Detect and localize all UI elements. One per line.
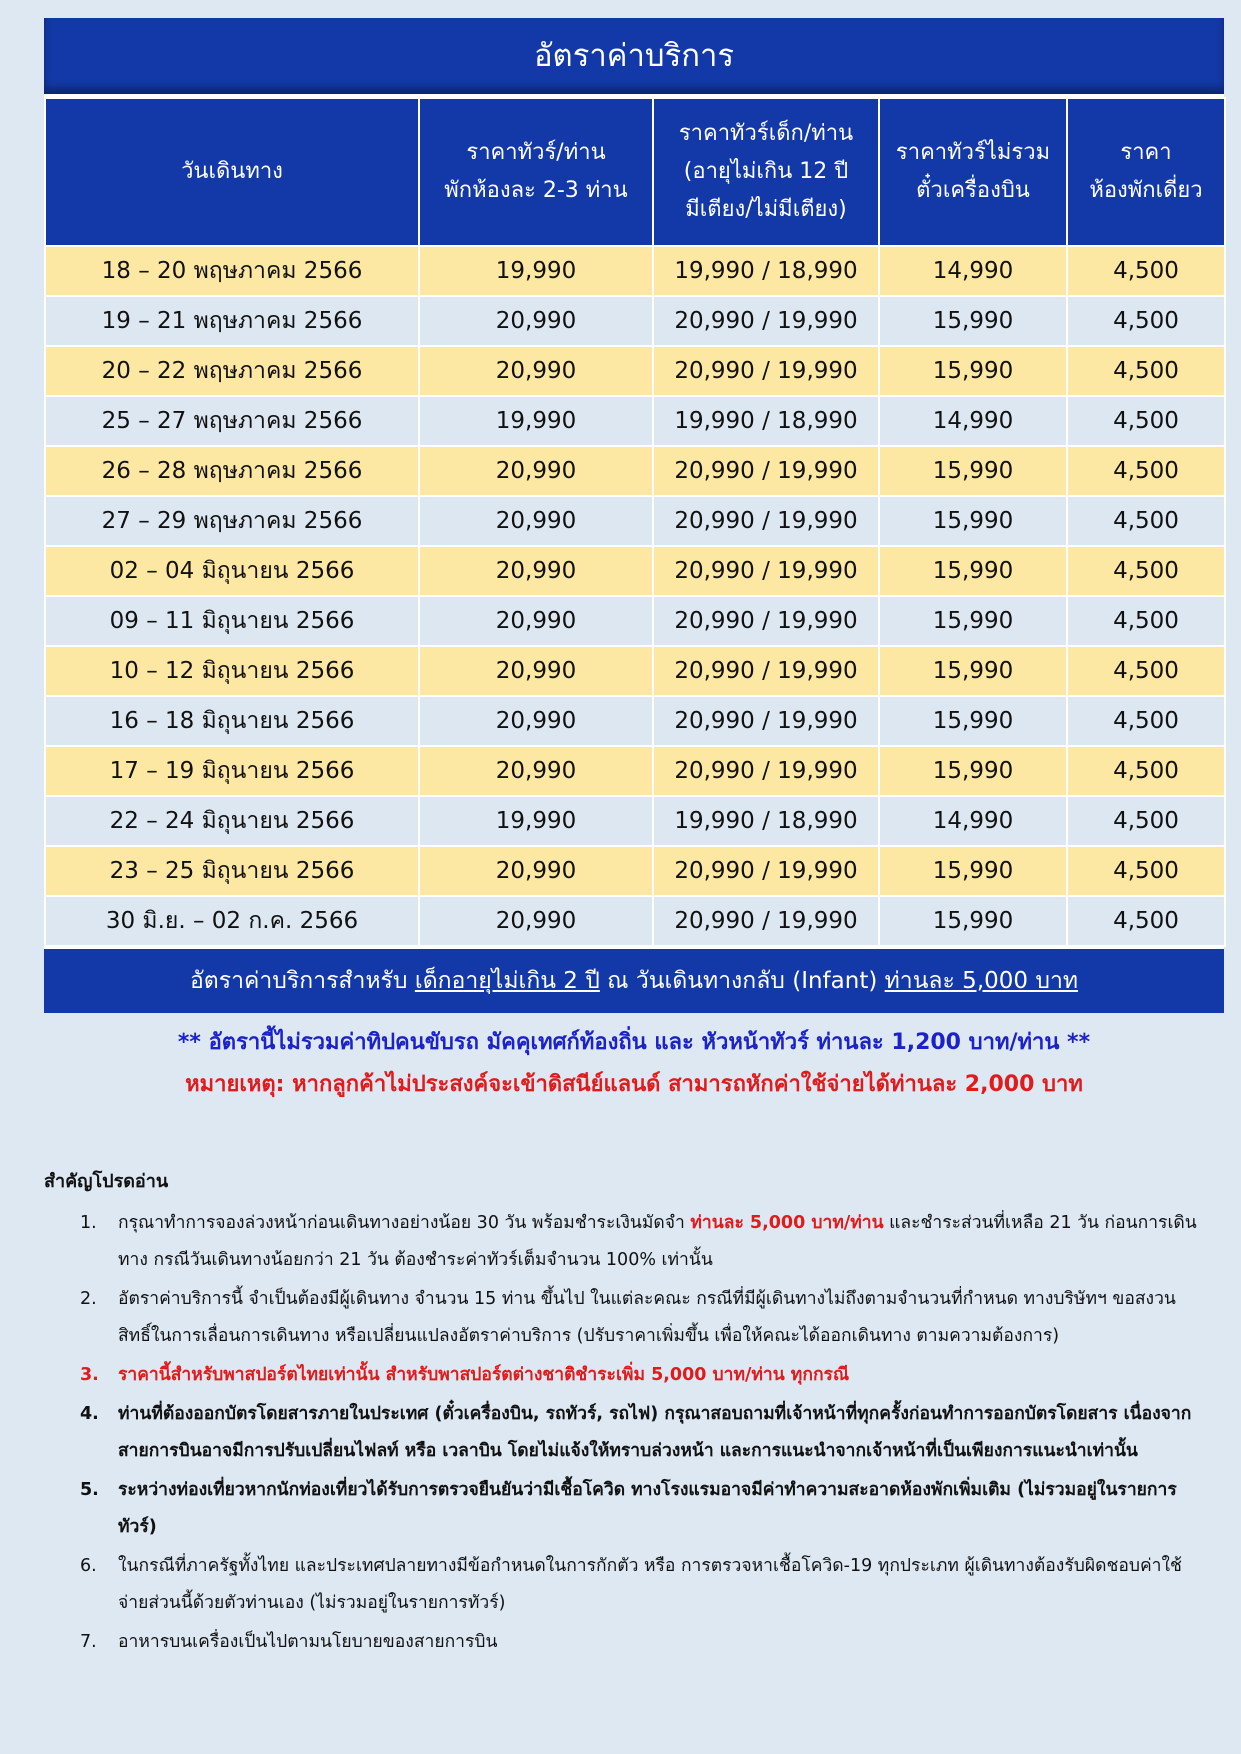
cell-child-price: 20,990 / 19,990 (653, 896, 879, 946)
cell-child-price: 19,990 / 18,990 (653, 396, 879, 446)
cell-date: 27 – 29 พฤษภาคม 2566 (45, 496, 419, 546)
cell-no-flight-price: 14,990 (879, 246, 1067, 296)
table-row (45, 396, 1225, 446)
cell-date: 16 – 18 มิถุนายน 2566 (45, 696, 419, 746)
cell-child-price: 20,990 / 19,990 (653, 746, 879, 796)
infant-middle: ณ วันเดินทางกลับ (Infant) (599, 968, 885, 994)
cell-no-flight-price: 15,990 (879, 896, 1067, 946)
cell-single-room: 4,500 (1067, 396, 1225, 446)
cell-child-price: 20,990 / 19,990 (653, 846, 879, 896)
cell-no-flight-price: 15,990 (879, 696, 1067, 746)
cell-single-room: 4,500 (1067, 796, 1225, 846)
note-item-7: 7. อาหารบนเครื่องเป็นไปตามนโยบายของสายการบิน (80, 1632, 498, 1652)
cell-no-flight-price: 15,990 (879, 846, 1067, 896)
cell-date: 10 – 12 มิถุนายน 2566 (45, 646, 419, 696)
cell-date: 22 – 24 มิถุนายน 2566 (45, 796, 419, 846)
cell-adult-price: 20,990 (419, 446, 653, 496)
cell-single-room: 4,500 (1067, 696, 1225, 746)
cell-single-room: 4,500 (1067, 646, 1225, 696)
cell-single-room: 4,500 (1067, 296, 1225, 346)
cell-date: 25 – 27 พฤษภาคม 2566 (45, 396, 419, 446)
table-row (45, 796, 1225, 846)
table-row (45, 296, 1225, 346)
table-row (45, 446, 1225, 496)
cell-date: 30 มิ.ย. – 02 ก.ค. 2566 (45, 896, 419, 946)
table-row (45, 346, 1225, 396)
cell-single-room: 4,500 (1067, 746, 1225, 796)
header-date: วันเดินทาง (45, 98, 419, 246)
rates-table (44, 97, 1226, 947)
header-no-flight-price: ราคาทัวร์ไม่รวม ตั๋วเครื่องบิน (879, 98, 1067, 246)
cell-child-price: 20,990 / 19,990 (653, 346, 879, 396)
cell-adult-price: 20,990 (419, 746, 653, 796)
cell-adult-price: 20,990 (419, 696, 653, 746)
cell-child-price: 20,990 / 19,990 (653, 296, 879, 346)
notes-list (44, 1205, 1204, 1661)
header-adult-price: ราคาทัวร์/ท่าน พักห้องละ 2-3 ท่าน (419, 98, 653, 246)
cell-no-flight-price: 15,990 (879, 746, 1067, 796)
important-heading: สำคัญโปรดอ่าน (44, 1171, 169, 1192)
table-row (45, 596, 1225, 646)
cell-date: 26 – 28 พฤษภาคม 2566 (45, 446, 419, 496)
cell-no-flight-price: 14,990 (879, 396, 1067, 446)
important-notes (44, 1166, 1204, 1663)
table-row (45, 246, 1225, 296)
cell-adult-price: 19,990 (419, 396, 653, 446)
cell-no-flight-price: 15,990 (879, 596, 1067, 646)
cell-adult-price: 20,990 (419, 646, 653, 696)
cell-no-flight-price: 15,990 (879, 446, 1067, 496)
cell-single-room: 4,500 (1067, 546, 1225, 596)
cell-adult-price: 20,990 (419, 546, 653, 596)
cell-single-room: 4,500 (1067, 346, 1225, 396)
cell-child-price: 20,990 / 19,990 (653, 496, 879, 546)
cell-adult-price: 20,990 (419, 846, 653, 896)
cell-child-price: 20,990 / 19,990 (653, 596, 879, 646)
cell-single-room: 4,500 (1067, 896, 1225, 946)
cell-child-price: 19,990 / 18,990 (653, 796, 879, 846)
infant-prefix: อัตราค่าบริการสำหรับ (189, 968, 415, 994)
table-row (45, 696, 1225, 746)
cell-child-price: 20,990 / 19,990 (653, 696, 879, 746)
cell-single-room: 4,500 (1067, 846, 1225, 896)
infant-rate-bar (44, 947, 1224, 1013)
cell-date: 23 – 25 มิถุนายน 2566 (45, 846, 419, 896)
cell-no-flight-price: 14,990 (879, 796, 1067, 846)
cell-date: 09 – 11 มิถุนายน 2566 (45, 596, 419, 646)
infant-price: ท่านละ 5,000 บาท (884, 968, 1079, 994)
table-row (45, 896, 1225, 946)
note-item-2: 2. อัตราค่าบริการนี้ จำเป็นต้องมีผู้เดินทาง จำนวน 15 ท่าน ขึ้นไป ในแต่ละคณะ กรณีที่มีผู้เดินทางไม่ถึงตามจำนวนที่กำหนด ทางบริษัทฯ ขอสงวนสิทธิ์ในการเลื่อนการเดินทาง หรือเปลี่ยนแปลงอัตราค่าบริการ (ปรับราคาเพิ่มขึ้น เพื่อให้คณะได้ออกเดินทาง ตามความต้องการ) (80, 1289, 1176, 1346)
cell-adult-price: 20,990 (419, 896, 653, 946)
table-title: อัตราค่าบริการ (44, 18, 1224, 97)
cell-date: 02 – 04 มิถุนายน 2566 (45, 546, 419, 596)
cell-date: 17 – 19 มิถุนายน 2566 (45, 746, 419, 796)
disney-note: หมายเหตุ: หากลูกค้าไม่ประสงค์จะเข้าดิสนีย์แลนด์ สามารถหักค่าใช้จ่ายได้ท่านละ 2,000 บาท (185, 1072, 1083, 1097)
cell-date: 20 – 22 พฤษภาคม 2566 (45, 346, 419, 396)
note-item-6: 6. ในกรณีที่ภาครัฐทั้งไทย และประเทศปลายทางมีข้อกำหนดในการกักตัว หรือ การตรวจหาเชื้อโควิด-19 ทุกประเภท ผู้เดินทางต้องรับผิดชอบค่าใช้จ่ายส่วนนี้ด้วยตัวท่านเอง (ไม่รวมอยู่ในรายการทัวร์) (80, 1556, 1182, 1613)
rate-table-section (44, 18, 1224, 1109)
note-item-1: 1. กรุณาทำการจองล่วงหน้าก่อนเดินทางอย่างน้อย 30 วัน พร้อมชำระเงินมัดจำ ท่านละ 5,000 บาท/ท่าน และชำระส่วนที่เหลือ 21 วัน ก่อนการเดินทาง กรณีวันเดินทางน้อยกว่า 21 วัน ต้องชำระค่าทัวร์เต็มจำนวน 100% เท่านั้น (80, 1213, 1197, 1270)
cell-adult-price: 20,990 (419, 496, 653, 546)
cell-no-flight-price: 15,990 (879, 646, 1067, 696)
cell-date: 18 – 20 พฤษภาคม 2566 (45, 246, 419, 296)
cell-adult-price: 20,990 (419, 596, 653, 646)
table-row (45, 496, 1225, 546)
table-row (45, 546, 1225, 596)
table-header-row (45, 98, 1225, 246)
cell-no-flight-price: 15,990 (879, 346, 1067, 396)
header-child-price: ราคาทัวร์เด็ก/ท่าน (อายุไม่เกิน 12 ปี มีเตียง/ไม่มีเตียง) (653, 98, 879, 246)
table-row (45, 846, 1225, 896)
cell-child-price: 20,990 / 19,990 (653, 446, 879, 496)
table-row (45, 646, 1225, 696)
note-item-4: 4. ท่านที่ต้องออกบัตรโดยสารภายในประเทศ (ตั๋วเครื่องบิน, รถทัวร์, รถไฟ) กรุณาสอบถามที่เจ้าหน้าที่ทุกครั้งก่อนทำการออกบัตรโดยสาร เนื่องจากสายการบินอาจมีการปรับเปลี่ยนไฟลท์ หรือ เวลาบิน โดยไม่แจ้งให้ทราบล่วงหน้า และการแนะนำจากเจ้าหน้าที่เป็นเพียงการแนะนำเท่านั้น (80, 1404, 1192, 1461)
cell-no-flight-price: 15,990 (879, 546, 1067, 596)
cell-no-flight-price: 15,990 (879, 496, 1067, 546)
table-row (45, 746, 1225, 796)
cell-child-price: 20,990 / 19,990 (653, 546, 879, 596)
header-single-room: ราคา ห้องพักเดี่ยว (1067, 98, 1225, 246)
tip-note: ** อัตรานี้ไม่รวมค่าทิปคนขับรถ มัคคุเทศก์ท้องถิ่น และ หัวหน้าทัวร์ ท่านละ 1,200 บาท/ท่าน ** (177, 1030, 1091, 1055)
cell-adult-price: 20,990 (419, 346, 653, 396)
infant-age: เด็กอายุไม่เกิน 2 ปี (414, 968, 600, 994)
cell-single-room: 4,500 (1067, 246, 1225, 296)
cell-child-price: 20,990 / 19,990 (653, 646, 879, 696)
cell-no-flight-price: 15,990 (879, 296, 1067, 346)
cell-adult-price: 20,990 (419, 296, 653, 346)
cell-single-room: 4,500 (1067, 446, 1225, 496)
cell-date: 19 – 21 พฤษภาคม 2566 (45, 296, 419, 346)
cell-single-room: 4,500 (1067, 496, 1225, 546)
cell-adult-price: 19,990 (419, 796, 653, 846)
cell-adult-price: 19,990 (419, 246, 653, 296)
note-item-5: 5. ระหว่างท่องเที่ยวหากนักท่องเที่ยวได้รับการตรวจยืนยันว่ามีเชื้อโควิด ทางโรงแรมอาจมีค่าทำความสะอาดห้องพักเพิ่มเติม (ไม่รวมอยู่ในรายการทัวร์) (80, 1480, 1177, 1537)
cell-child-price: 19,990 / 18,990 (653, 246, 879, 296)
note-item-3: 3. ราคานี้สำหรับพาสปอร์ตไทยเท่านั้น สำหรับพาสปอร์ตต่างชาติชำระเพิ่ม 5,000 บาท/ท่าน ทุกกรณี (80, 1365, 850, 1385)
cell-single-room: 4,500 (1067, 596, 1225, 646)
